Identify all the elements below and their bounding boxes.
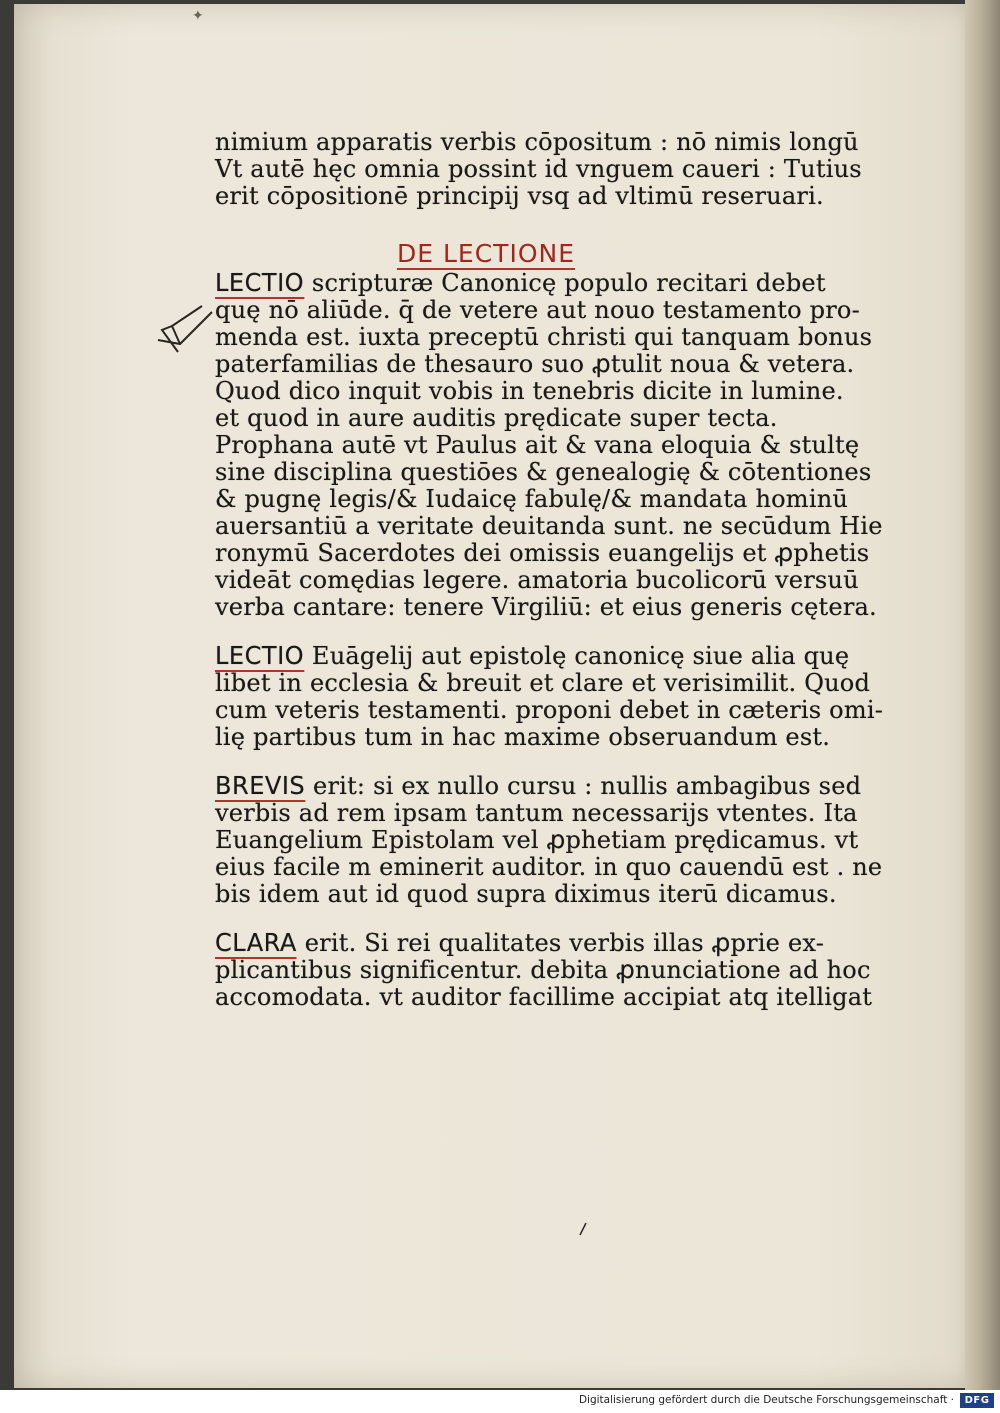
paragraph-first-line: LECTIO scripturæ Canonicę populo recitari debet [215,268,826,297]
text-line: Euangelium Epistolam vel ꝓphetiam prędicamus. vt [215,825,859,854]
text-line: accomodata. vt auditor facillime accipiat atq itelligat [215,982,873,1011]
footer-bar [0,1390,1000,1413]
text-line: et quod in aure auditis prędicate super tecta. [215,403,778,432]
text-line: quę nō aliūde. q̄ de vetere aut nouo testamento pro- [215,295,860,324]
paragraph-first-line: CLARA erit. Si rei qualitates verbis illas ꝓprie ex- [215,928,825,957]
text-line: verba cantare: tenere Virgiliū: et eius generis cętera. [215,592,877,621]
text-line: verbis ad rem ipsam tantum necessarijs vtentes. Ita [215,798,858,827]
text-line: Prophana autē vt Paulus ait & vana eloquia & stultę [215,430,860,459]
text-line: libet in ecclesia & breuit et clare et verisimilit. Quod [215,668,871,697]
text-line: & pugnę legis/& Iudaicę fabulę/& mandata hominū [215,484,849,513]
marginal-hand-mark-icon [150,300,220,360]
paragraph-gap [215,620,895,642]
pinhole-mark: ✦ [192,8,204,24]
section-heading: DE LECTIONE [397,239,575,268]
text-line: lię partibus tum in hac maxime obseruandum est. [215,722,831,751]
text-line: erit cōpositionē principij vsq ad vltimū reseruari. [215,181,824,210]
paragraph-gap [215,907,895,929]
lead-word: LECTIO [215,268,305,297]
dfg-logo: DFG [960,1393,994,1408]
text-line: sine disciplina questiōes & genealogię & cōtentiones [215,457,872,486]
text-line: Vt autē hęc omnia possint id vnguem caueri : Tutius [215,154,862,183]
text-line: bis idem aut id quod supra diximus iterū dicamus. [215,879,837,908]
paragraph-first-line: BREVIS erit: si ex nullo cursu : nullis ambagibus sed [215,771,862,800]
text-line: nimium apparatis verbis cōpositum : nō nimis longū [215,127,859,156]
text-line: menda est. iuxta preceptū christi qui tanquam bonus [215,322,873,351]
text-line: Quod dico inquit vobis in tenebris dicite in lumine. [215,376,844,405]
lead-word: BREVIS [215,771,306,800]
text-line: videāt comędias legere. amatoria bucolicorū versuū [215,565,859,594]
text-line: paterfamilias de thesauro suo ꝓtulit noua & vetera. [215,349,855,378]
digitization-credit: Digitalisierung gefördert durch die Deutsche Forschungsgemeinschaft · [578,1394,954,1406]
text-line: auersantiū a veritate deuitanda sunt. ne secūdum Hie [215,511,883,540]
paragraph-gap [215,750,895,772]
page-edge [965,0,1000,1390]
text-line: ronymū Sacerdotes dei omissis euangelijs et ꝓphetis [215,538,870,567]
text-line: plicantibus significentur. debita ꝓnunciatione ad hoc [215,955,871,984]
text-block [215,128,895,1010]
text-line: cum veteris testamenti. proponi debet in cæteris omi- [215,695,884,724]
lead-word: CLARA [215,928,297,957]
paragraph-first-line: LECTIO Euāgelij aut epistolę canonicę siue alia quę [215,641,850,670]
lead-word: LECTIO [215,641,305,670]
text-line: eius facile m eminerit auditor. in quo cauendū est . ne [215,852,883,881]
stray-ink-mark-icon [578,1222,588,1236]
